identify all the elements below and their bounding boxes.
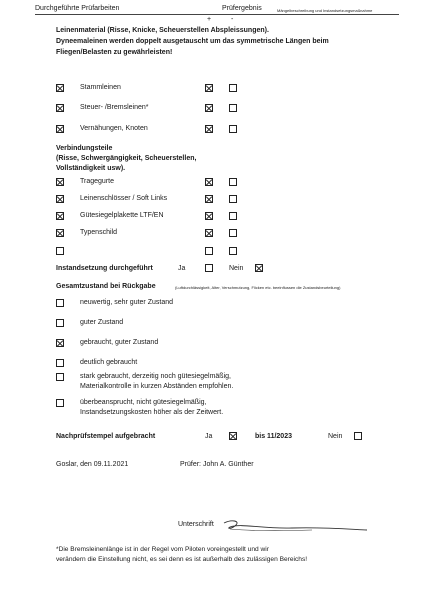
condition-option-6-line2: Instandsetzungskosten höher als der Zeitwert. [80,409,224,416]
lines-heading: Leinenmaterial (Risse, Knicke, Scheuerstellen Abspleissungen). [56,27,269,34]
header-col-notes: Mängelbeschreibung und Instandsetzungsmaßnahme [277,8,373,13]
lines-heading-3: Fliegen/Belasten zu gewährleisten! [56,49,173,56]
lines-item-2-minus[interactable] [229,104,237,112]
condition-label: Gesamtzustand bei Rückgabe [56,283,156,290]
stamp-label: Nachprüfstempel aufgebracht [56,433,156,440]
lines-item-2-label: Steuer- /Bremsleinen* [80,104,149,111]
connectors-item-5-minus[interactable] [229,247,237,255]
lines-item-1-plus[interactable] [205,84,213,92]
connectors-item-2-plus[interactable] [205,195,213,203]
footnote-line-1: *Die Bremsleinenlänge ist in der Regel vom Piloten voreingestellt und wir [56,546,269,553]
condition-option-2-label: guter Zustand [80,319,124,326]
repair-label: Instandsetzung durchgeführt [56,265,153,272]
lines-item-2-plus[interactable] [205,104,213,112]
condition-option-6-checkbox[interactable] [56,399,64,407]
connectors-item-4-label: Typenschild [80,229,117,236]
stamp-ja-checkbox[interactable] [229,432,237,440]
lines-item-1-label: Stammleinen [80,84,121,91]
condition-option-3-label: gebraucht, guter Zustand [80,339,159,346]
lines-item-3-plus[interactable] [205,125,213,133]
connectors-item-5-checkbox[interactable] [56,247,64,255]
lines-item-3-checkbox[interactable] [56,125,64,133]
stamp-until: bis 11/2023 [255,433,292,440]
condition-option-1-label: neuwertig, sehr guter Zustand [80,299,173,306]
repair-ja-checkbox[interactable] [205,264,213,272]
lines-item-1-minus[interactable] [229,84,237,92]
lines-heading-2: Dyneemaleinen werden doppelt ausgetauscht um das symmetrische Längen beim [56,38,329,45]
stamp-nein-checkbox[interactable] [354,432,362,440]
connectors-item-3-label: Gütesiegelplakette LTF/EN [80,212,164,219]
connectors-item-1-plus[interactable] [205,178,213,186]
connectors-item-1-minus[interactable] [229,178,237,186]
connectors-item-1-label: Tragegurte [80,178,114,185]
condition-note: (Luftdurchlässigkeit, Alter, Verschmutzung, Flicken etc. beeinflussen die Zustandsbeurteilung) [175,285,341,290]
connectors-item-3-checkbox[interactable] [56,212,64,220]
connectors-item-3-plus[interactable] [205,212,213,220]
repair-nein-checkbox[interactable] [255,264,263,272]
header-col-result: Prüfergebnis [222,5,262,12]
connectors-item-4-plus[interactable] [205,229,213,237]
condition-option-1-checkbox[interactable] [56,299,64,307]
condition-option-4-checkbox[interactable] [56,359,64,367]
condition-option-5-line2: Materialkontrolle in kurzen Abständen empfohlen. [80,383,234,390]
header-plus: + [207,16,212,23]
place-date: Goslar, den 09.11.2021 [56,461,129,468]
connectors-heading-3: Vollständigkeit usw). [56,165,126,172]
condition-option-6-line1: überbeansprucht, nicht gütesiegelmäßig, [80,399,207,406]
header-col-work: Durchgeführte Prüfarbeiten [35,5,120,12]
connectors-item-4-minus[interactable] [229,229,237,237]
connectors-item-5-plus[interactable] [205,247,213,255]
connectors-item-2-label: Leinenschlösser / Soft Links [80,195,168,202]
condition-option-4-label: deutlich gebraucht [80,359,138,366]
condition-option-5-line1: stark gebraucht, derzeitig noch gütesiegelmäßig, [80,373,231,380]
connectors-item-4-checkbox[interactable] [56,229,64,237]
footnote-line-2: verändern die Einstellung nicht, es sei denn es ist außerhalb des zulässigen Bereichs! [56,556,308,563]
connectors-item-1-checkbox[interactable] [56,178,64,186]
lines-item-1-checkbox[interactable] [56,84,64,92]
condition-option-3-checkbox[interactable] [56,339,64,347]
repair-nein-label: Nein [229,265,244,272]
connectors-item-3-minus[interactable] [229,212,237,220]
lines-item-3-label: Vernähungen, Knoten [80,125,148,132]
signature-icon [222,517,372,533]
header-minus: - [231,16,234,23]
lines-item-2-checkbox[interactable] [56,104,64,112]
header-underline [35,14,399,15]
repair-ja-label: Ja [178,265,186,272]
signature-label: Unterschrift [178,521,214,528]
stamp-nein-label: Nein [328,433,343,440]
stamp-ja-label: Ja [205,433,213,440]
connectors-heading-2: (Risse, Schwergängigkeit, Scheuerstellen, [56,155,197,162]
connectors-item-2-checkbox[interactable] [56,195,64,203]
condition-option-2-checkbox[interactable] [56,319,64,327]
connectors-heading: Verbindungsteile [56,145,113,152]
condition-option-5-checkbox[interactable] [56,373,64,381]
connectors-item-2-minus[interactable] [229,195,237,203]
inspector-name: Prüfer: John A. Günther [180,461,254,468]
lines-item-3-minus[interactable] [229,125,237,133]
